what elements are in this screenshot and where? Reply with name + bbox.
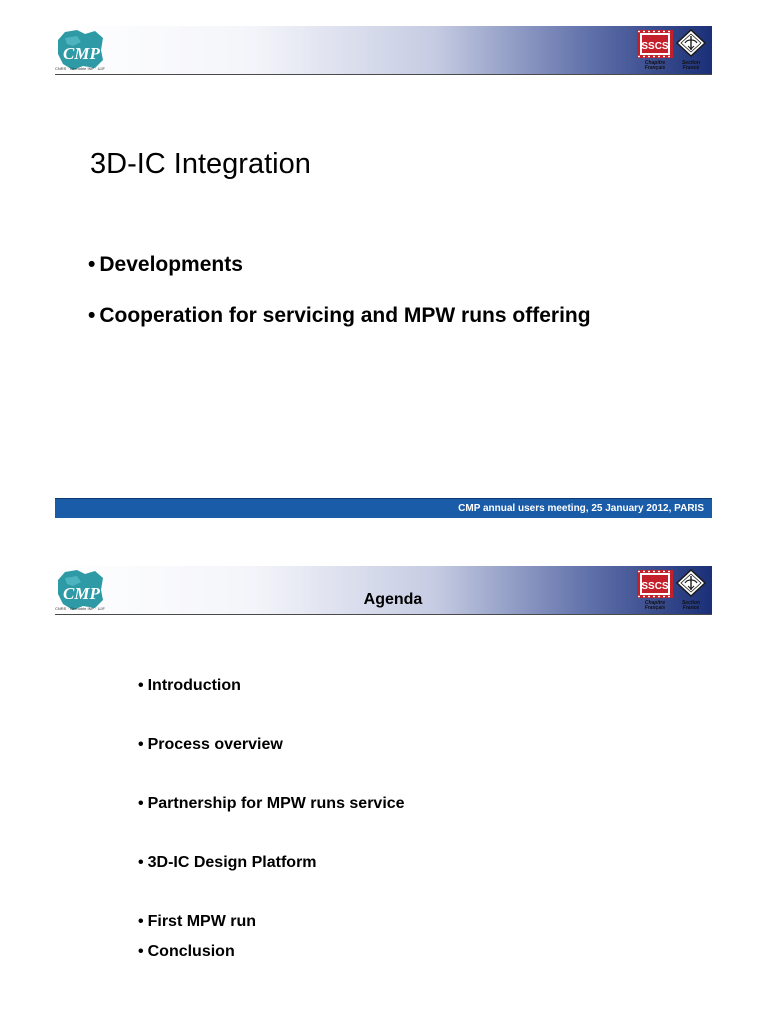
agenda-item: • First MPW run <box>138 913 257 930</box>
slide-header <box>55 566 712 615</box>
ieee-caption: Section France <box>681 60 701 71</box>
bullet-item: • Cooperation for servicing and MPW runs offering <box>88 304 591 327</box>
agenda-item: • Conclusion <box>138 943 235 960</box>
sscs-logo-icon <box>637 30 673 58</box>
cmp-tagline: CNRS · Grenoble INP · UJF <box>55 606 105 611</box>
agenda-title: Agenda <box>363 591 423 608</box>
agenda-item: • Introduction <box>138 677 241 694</box>
sscs-caption: Chapitre Français <box>644 600 666 611</box>
agenda-item: • 3D-IC Design Platform <box>138 854 317 871</box>
bullet-item: • Developments <box>88 253 243 276</box>
sscs-caption: Chapitre Français <box>644 60 666 71</box>
ieee-logo-icon <box>675 569 707 597</box>
agenda-item: • Process overview <box>138 736 283 753</box>
ieee-logo-icon <box>675 29 707 57</box>
ieee-caption: Section France <box>681 600 701 611</box>
slide-title: 3D-IC Integration <box>90 148 311 180</box>
slide-header <box>55 26 712 75</box>
slide-2 <box>0 552 768 1024</box>
slide-footer: CMP annual users meeting, 25 January 2012, PARIS <box>55 498 712 518</box>
cmp-tagline: CNRS · Grenoble INP · UJF <box>55 66 105 71</box>
bullet-list <box>88 252 591 354</box>
agenda-item: • Partnership for MPW runs service <box>138 795 405 812</box>
sscs-logo-icon <box>637 570 673 598</box>
